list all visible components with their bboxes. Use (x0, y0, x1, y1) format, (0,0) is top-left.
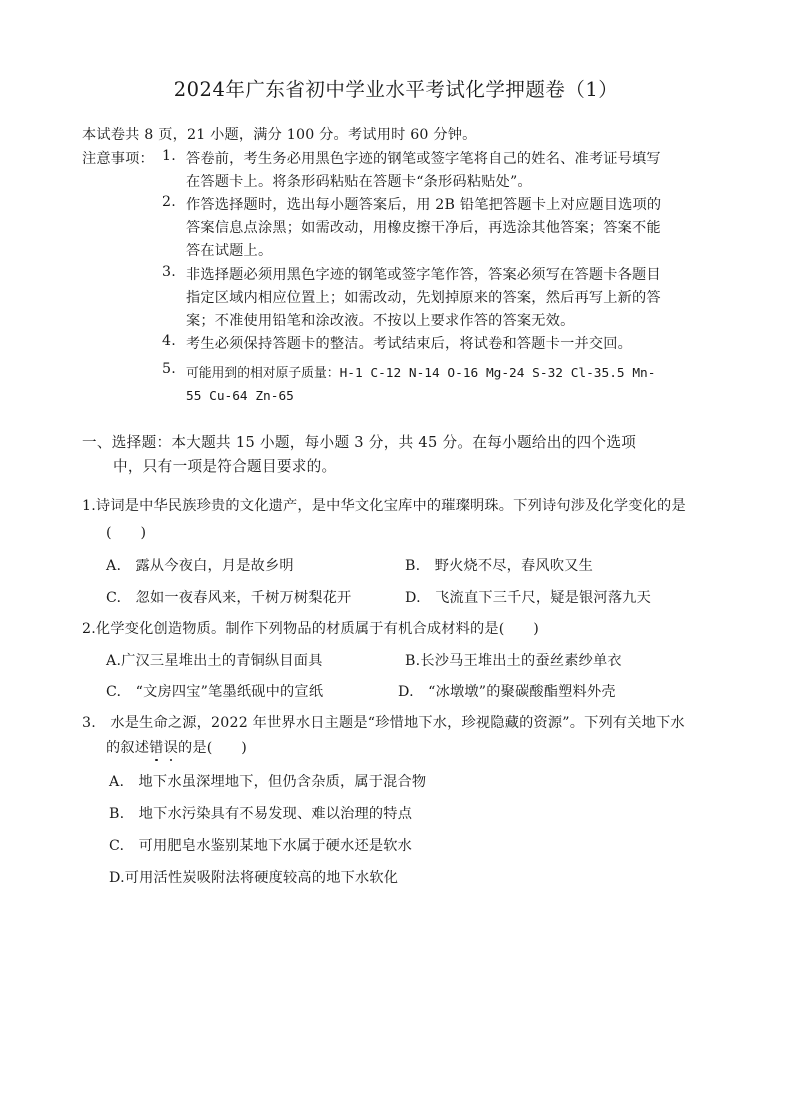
notice-item-5-number: 5. (162, 361, 176, 377)
notice-item-1-line-2: 在答题卡上。将条形码粘贴在答题卡“条形码粘贴处”。 (186, 174, 532, 190)
question-3-option-a: A. 地下水虽深埋地下，但仍含杂质，属于混合物 (109, 774, 427, 790)
notice-item-4-line-1: 考生必须保持答题卡的整洁。考试结束后，将试卷和答题卡一并交回。 (186, 336, 633, 352)
question-1-option-d: D. 飞流直下三千尺，疑是银河落九天 (405, 590, 651, 606)
question-2-option-c: C. “文房四宝”笔墨纸砚中的宣纸 (106, 684, 324, 700)
notice-item-3-line-1: 非选择题必须用黑色字迹的钢笔或签字笔作答，答案必须写在答题卡各题目 (186, 267, 661, 283)
notice-item-2-line-3: 答在试题上。 (186, 243, 273, 259)
question-2-option-d: D. “冰墩墩”的聚碳酸酯塑料外壳 (398, 684, 616, 700)
emphasis-char-1: 错 (149, 740, 164, 756)
question-1-option-a: A. 露从今夜白，月是故乡明 (106, 558, 294, 574)
section-heading-line-1: 一、选择题：本大题共 15 小题，每小题 3 分，共 45 分。在每小题给出的四个选项 (82, 434, 637, 451)
question-3-stem-post: 的是( ) (177, 740, 247, 756)
question-3-option-d: D.可用活性炭吸附法将硬度较高的地下水软化 (109, 870, 399, 886)
notice-item-3-line-2: 指定区域内相应位置上；如需改动，先划掉原来的答案，然后再写上新的答 (186, 290, 661, 306)
notice-item-2-line-2: 答案信息点涂黑；如需改动，用橡皮擦干净后，再选涂其他答案；答案不能 (186, 220, 661, 236)
question-3-option-c: C. 可用肥皂水鉴别某地下水属于硬水还是软水 (109, 838, 413, 854)
notice-item-3-line-3: 案；不准使用铅笔和涂改液。不按以上要求作答的答案无效。 (186, 313, 575, 329)
notice-item-2-number: 2. (162, 194, 176, 210)
question-1-option-c: C. 忽如一夜春风来，千树万树梨花开 (106, 590, 352, 606)
notice-item-2-line-1: 作答选择题时，选出每小题答案后，用 2B 铅笔把答题卡上对应题目选项的 (186, 197, 662, 213)
question-1-stem: 1.诗词是中华民族珍贵的文化遗产，是中华文化宝库中的璀璨明珠。下列诗句涉及化学变化的是 (82, 498, 686, 514)
section-heading-line-2: 中，只有一项是符合题目要求的。 (113, 458, 337, 475)
notice-label: 注意事项： (82, 151, 154, 167)
question-2-stem: 2.化学变化创造物质。制作下列物品的材质属于有机合成材料的是( ) (82, 621, 540, 637)
notice-item-1-number: 1. (162, 148, 176, 164)
question-2-option-a: A.广汉三星堆出土的青铜纵目面具 (106, 653, 323, 669)
question-2-option-b: B.长沙马王堆出土的蚕丝素纱单衣 (405, 653, 622, 669)
notice-item-1-line-1: 答卷前，考生务必用黑色字迹的钢笔或签字笔将自己的姓名、准考证号填写 (186, 151, 661, 167)
question-3-option-b: B. 地下水污染具有不易发现、难以治理的特点 (109, 806, 413, 822)
exam-title: 2024年广东省初中学业水平考试化学押题卷（1） (173, 78, 619, 101)
question-3-stem-line-1: 3. 水是生命之源，2022 年世界水日主题是“珍惜地下水，珍视隐藏的资源”。下列有关地下水 (82, 715, 685, 731)
notice-item-4-number: 4. (162, 333, 176, 349)
notice-item-5-line-1: 可能用到的相对原子质量：H-1 C-12 N-14 O-16 Mg-24 S-32 Cl-35.5 Mn- (186, 366, 656, 381)
question-1-option-b: B. 野火烧不尽，春风吹又生 (405, 558, 593, 574)
exam-intro: 本试卷共 8 页，21 小题，满分 100 分。考试用时 60 分钟。 (82, 127, 477, 143)
notice-item-5-line-2: 55 Cu-64 Zn-65 (186, 389, 294, 404)
question-1-blank: ( ) (106, 525, 147, 541)
question-3-stem-pre: 的叙述 (106, 740, 150, 756)
notice-item-3-number: 3. (162, 264, 176, 280)
question-3-stem-line-2 (106, 737, 247, 757)
emphasis-char-2: 误 (163, 740, 178, 756)
